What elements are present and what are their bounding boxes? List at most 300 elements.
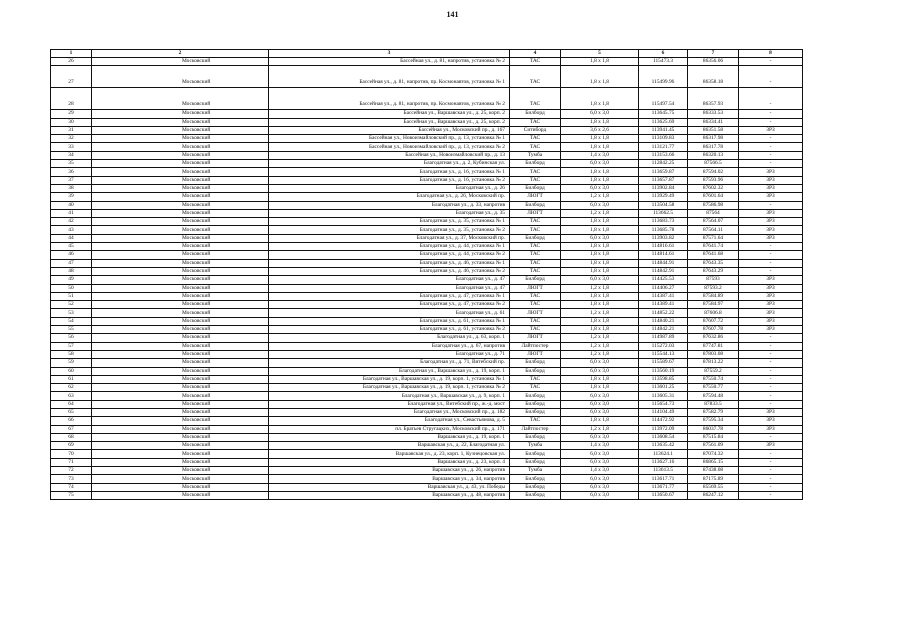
size-cell: 1,8 x 1,8 [561,292,639,300]
structure-type-cell: ТАС [510,218,561,226]
district-cell: Московский [92,350,269,358]
table-row [51,160,803,168]
row-number: 48 [51,267,92,275]
district-cell: Московский [92,218,269,226]
coord-x-cell: 113645.75 [639,110,688,118]
coord-y-cell: 87074.32 [688,450,739,458]
row-number: 55 [51,326,92,334]
district-cell: Московский [92,334,269,342]
zone-note-cell: ЗРЗ [739,309,803,317]
coord-x-cell: 114406.27 [639,284,688,292]
row-number: 67 [51,425,92,433]
size-cell: 1,4 x 3,0 [561,442,639,450]
table-row [51,284,803,292]
size-cell: 1,8 x 1,8 [561,88,639,110]
coord-y-cell: 87571.64 [688,234,739,242]
zone-note-cell: - [739,66,803,88]
table-row [51,234,803,242]
row-number: 49 [51,276,92,284]
size-cell: 1,8 x 1,8 [561,58,639,66]
row-number: 37 [51,176,92,184]
address-cell: Благодатная ул., Варшавская ул., д. 9, корп. 1 [269,392,510,400]
table-row [51,66,803,88]
coord-x-cell: 114425.53 [639,276,688,284]
table-row [51,450,803,458]
structure-type-cell: Билборд [510,276,561,284]
district-cell: Московский [92,491,269,499]
row-number: 51 [51,292,92,300]
district-cell: Московский [92,384,269,392]
structure-type-cell: Билборд [510,483,561,491]
table-row [51,201,803,209]
table-row [51,301,803,309]
district-cell: Московский [92,118,269,126]
address-cell: Благодатная ул., д. 37, Московский пр. [269,234,510,242]
zone-note-cell: - [739,450,803,458]
coord-x-cell: 113601.25 [639,384,688,392]
coord-y-cell: 87641.68 [688,251,739,259]
address-cell: Варшавская ул., д. 48, напротив [269,491,510,499]
table-row [51,176,803,184]
structure-type-cell: Билборд [510,160,561,168]
structure-type-cell: Билборд [510,450,561,458]
coord-x-cell: 115497.54 [639,88,688,110]
address-cell: Благодатная ул., д. 16, установка № 2 [269,176,510,184]
row-number: 34 [51,151,92,159]
size-cell: 1,8 x 1,8 [561,143,639,151]
row-number: 29 [51,110,92,118]
zone-note-cell: - [739,384,803,392]
table-row [51,218,803,226]
coord-x-cell: 115499.96 [639,66,688,88]
structure-type-cell: ЛЮГТ [510,284,561,292]
row-number: 62 [51,384,92,392]
size-cell: 6,0 x 3,0 [561,450,639,458]
structure-type-cell: Билборд [510,234,561,242]
zone-note-cell: - [739,160,803,168]
coord-y-cell: 87602.32 [688,184,739,192]
zone-note-cell: ЗРЗ [739,126,803,134]
size-cell: 1,8 x 1,8 [561,251,639,259]
coord-x-cell: 113617.71 [639,475,688,483]
structure-type-cell: ТАС [510,292,561,300]
coord-x-cell: 112842.25 [639,160,688,168]
zone-note-cell: - [739,392,803,400]
coord-x-cell: 113608.54 [639,433,688,441]
structure-type-cell: ТАС [510,375,561,383]
district-cell: Московский [92,475,269,483]
coord-x-cell: 115544.13 [639,350,688,358]
address-cell: Благодатная ул., д. 35, установка № 2 [269,226,510,234]
zone-note-cell: - [739,433,803,441]
row-number: 47 [51,259,92,267]
row-number: 50 [51,284,92,292]
table-row [51,209,803,217]
coord-x-cell: 114472.92 [639,417,688,425]
row-number: 40 [51,201,92,209]
zone-note-cell: ЗРЗ [739,317,803,325]
size-cell: 1,8 x 1,8 [561,317,639,325]
coord-x-cell: 114852.22 [639,309,688,317]
zone-note-cell: - [739,483,803,491]
row-number: 61 [51,375,92,383]
district-cell: Московский [92,417,269,425]
coord-x-cell: 114389.41 [639,301,688,309]
address-cell: Благодатная ул., д. 47, установка № 1 [269,292,510,300]
coord-y-cell: 87582.79 [688,408,739,416]
district-cell: Московский [92,408,269,416]
coord-y-cell: 86351.58 [688,126,739,134]
district-cell: Московский [92,450,269,458]
address-cell: Бассейная ул., Варшавская ул., д. 25, корп. 2 [269,118,510,126]
coord-y-cell: 87584.97 [688,301,739,309]
coord-x-cell: 113624.1 [639,450,688,458]
coord-x-cell: 113121.77 [639,143,688,151]
coord-x-cell: 113504.58 [639,201,688,209]
coord-y-cell: 87586.98 [688,201,739,209]
coord-y-cell: 85569.55 [688,483,739,491]
zone-note-cell: - [739,143,803,151]
zone-note-cell: ЗРЗ [739,226,803,234]
table-row [51,58,803,66]
zone-note-cell: - [739,267,803,275]
address-cell: Благодатная ул., д. 47 [269,276,510,284]
col-header: 8 [739,50,803,58]
address-cell: Варшавская ул., д. 22, Благодатная ул. [269,442,510,450]
structure-type-cell: ТАС [510,326,561,334]
zone-note-cell: - [739,359,803,367]
size-cell: 1,2 x 1,8 [561,309,639,317]
size-cell: 1,2 x 1,8 [561,425,639,433]
address-cell: Варшавская ул., д. 26, напротив [269,467,510,475]
coord-y-cell: 87632.86 [688,334,739,342]
structure-type-cell: ЛЮГТ [510,350,561,358]
coord-y-cell: 86320.13 [688,151,739,159]
table-row [51,326,803,334]
size-cell: 6,0 x 3,0 [561,367,639,375]
col-header: 1 [51,50,92,58]
coord-y-cell: 87175.89 [688,475,739,483]
row-number: 38 [51,184,92,192]
zone-note-cell: ЗРЗ [739,292,803,300]
district-cell: Московский [92,392,269,400]
district-cell: Московский [92,309,269,317]
table-row [51,317,803,325]
coord-x-cell: 113598.85 [639,375,688,383]
coord-x-cell: 113662.5 [639,209,688,217]
structure-type-cell: Билборд [510,400,561,408]
coord-y-cell: 86037.78 [688,425,739,433]
structure-type-cell: Билборд [510,433,561,441]
coord-y-cell: 87593.96 [688,176,739,184]
size-cell: 6,0 x 3,0 [561,433,639,441]
size-cell: 6,0 x 3,0 [561,458,639,466]
size-cell: 1,8 x 1,8 [561,326,639,334]
structure-type-cell: Лайтпостер [510,425,561,433]
structure-type-cell: Билборд [510,110,561,118]
coord-x-cell: 113659.87 [639,168,688,176]
address-cell: Благодатная ул., д. 16, установка № 1 [269,168,510,176]
size-cell: 6,0 x 3,0 [561,491,639,499]
zone-note-cell: ЗРЗ [739,408,803,416]
address-cell: Благодатная ул., д. 26 [269,184,510,192]
size-cell: 1,8 x 1,8 [561,118,639,126]
address-cell: Бассейная ул., Новоизмайловский пр., д. 13, установка № 2 [269,143,510,151]
size-cell: 1,4 x 3,0 [561,467,639,475]
row-number: 64 [51,400,92,408]
zone-note-cell: ЗРЗ [739,209,803,217]
address-cell: Благодатная ул., Варшавская ул., д. 19, корп. 1, установка № 2 [269,384,510,392]
size-cell: 1,8 x 1,8 [561,226,639,234]
row-number: 43 [51,226,92,234]
district-cell: Московский [92,317,269,325]
address-cell: Бассейная ул., д. 81, напротив, пр. Космонавтов, установка № 1 [269,66,510,88]
coord-y-cell: 87564 [688,209,739,217]
row-number: 53 [51,309,92,317]
structure-type-cell: ТАС [510,226,561,234]
address-cell: Благодатная ул., д. 47 [269,284,510,292]
district-cell: Московский [92,458,269,466]
coord-y-cell: 87803.08 [688,350,739,358]
zone-note-cell: ЗРЗ [739,284,803,292]
coord-y-cell: 87564.11 [688,226,739,234]
size-cell: 6,0 x 3,0 [561,234,639,242]
table-row [51,491,803,499]
size-cell: 1,8 x 1,8 [561,243,639,251]
coord-y-cell: 87606.8 [688,309,739,317]
district-cell: Московский [92,193,269,201]
structure-type-cell: ТАС [510,259,561,267]
district-cell: Московский [92,483,269,491]
structure-type-cell: ЛЮГТ [510,309,561,317]
district-cell: Московский [92,284,269,292]
district-cell: Московский [92,292,269,300]
structure-type-cell: ТАС [510,384,561,392]
coord-x-cell: 114816.61 [639,243,688,251]
table-row [51,243,803,251]
address-cell: Благодатная ул., д. 67, напротив [269,342,510,350]
zone-note-cell: - [739,243,803,251]
table-row [51,425,803,433]
zone-note-cell: - [739,491,803,499]
row-number: 28 [51,88,92,110]
structure-type-cell: Билборд [510,392,561,400]
size-cell: 1,2 x 1,8 [561,193,639,201]
coord-x-cell: 113941.45 [639,126,688,134]
row-number: 35 [51,160,92,168]
coord-x-cell: 113560.19 [639,367,688,375]
row-number: 33 [51,143,92,151]
address-cell: Благодатная ул., Московский пр., д. 182 [269,408,510,416]
coord-y-cell: 87641.74 [688,243,739,251]
district-cell: Московский [92,151,269,159]
row-number: 75 [51,491,92,499]
table-row [51,392,803,400]
col-header: 4 [510,50,561,58]
row-number: 66 [51,417,92,425]
coord-x-cell: 113902.84 [639,184,688,192]
size-cell: 1,8 x 1,8 [561,66,639,88]
size-cell: 1,8 x 1,8 [561,176,639,184]
coord-y-cell: 87559.2 [688,367,739,375]
size-cell: 1,8 x 1,8 [561,267,639,275]
size-cell: 1,8 x 1,8 [561,375,639,383]
address-cell: Благодатная ул., д. 44, установка № 2 [269,251,510,259]
size-cell: 6,0 x 3,0 [561,184,639,192]
district-cell: Московский [92,267,269,275]
structure-type-cell: ЛЮГТ [510,193,561,201]
district-cell: Московский [92,425,269,433]
coord-y-cell: 86358.18 [688,66,739,88]
zone-note-cell: - [739,334,803,342]
address-cell: Благодатная ул., д. 61, установка № 2 [269,326,510,334]
district-cell: Московский [92,184,269,192]
zone-note-cell: ЗРЗ [739,176,803,184]
table-row [51,384,803,392]
structure-type-cell: Билборд [510,458,561,466]
coord-y-cell: 87607.78 [688,326,739,334]
address-cell: Благодатная ул., д. 2, Кубинская ул. [269,160,510,168]
structure-type-cell: ТАС [510,301,561,309]
row-number: 73 [51,475,92,483]
coord-y-cell: 86356.06 [688,58,739,66]
district-cell: Московский [92,160,269,168]
address-cell: Благодатная ул., д. 61 [269,309,510,317]
address-cell: Бассейная ул., Московский пр., д. 167 [269,126,510,134]
table-row [51,359,803,367]
address-cell: Благодатная ул., д. 33, напротив [269,201,510,209]
advertising-structures-table [50,49,803,500]
size-cell: 1,2 x 1,8 [561,209,639,217]
district-cell: Московский [92,168,269,176]
coord-y-cell: 86357.93 [688,88,739,110]
size-cell: 6,0 x 3,0 [561,408,639,416]
table-row [51,442,803,450]
zone-note-cell: - [739,400,803,408]
structure-type-cell: Билборд [510,408,561,416]
structure-type-cell: ТАС [510,417,561,425]
district-cell: Московский [92,234,269,242]
address-cell: Бассейная ул., Варшавская ул., д. 25, корп. 2 [269,110,510,118]
zone-note-cell: ЗРЗ [739,168,803,176]
structure-type-cell: Билборд [510,184,561,192]
coord-y-cell: 87643.35 [688,259,739,267]
coord-x-cell: 114844.91 [639,259,688,267]
coord-x-cell: 114842.21 [639,326,688,334]
district-cell: Московский [92,88,269,110]
table-row [51,168,803,176]
structure-type-cell: Ситиборд [510,126,561,134]
row-number: 31 [51,126,92,134]
coord-x-cell: 113683.73 [639,218,688,226]
coord-x-cell: 114840.21 [639,317,688,325]
row-number: 70 [51,450,92,458]
address-cell: Благодатная ул., Витебский пр., ж.-д. мост [269,400,510,408]
zone-note-cell: - [739,151,803,159]
structure-type-cell: ТАС [510,88,561,110]
coord-y-cell: 87515.84 [688,433,739,441]
coord-x-cell: 114104.49 [639,408,688,416]
coord-y-cell: 87584.89 [688,292,739,300]
row-number: 39 [51,193,92,201]
structure-type-cell: Билборд [510,201,561,209]
structure-type-cell: Тумба [510,467,561,475]
coord-y-cell: 87561.09 [688,442,739,450]
table-row [51,184,803,192]
zone-note-cell: - [739,458,803,466]
table-row [51,276,803,284]
table-row [51,375,803,383]
zone-note-cell: - [739,88,803,110]
zone-note-cell: ЗРЗ [739,234,803,242]
coord-x-cell: 114842.91 [639,267,688,275]
col-header: 6 [639,50,688,58]
col-header: 7 [688,50,739,58]
district-cell: Московский [92,259,269,267]
address-cell: Бассейная ул., д. 81, напротив, установка № 2 [269,58,510,66]
zone-note-cell: - [739,375,803,383]
size-cell: 1,8 x 1,8 [561,417,639,425]
district-cell: Московский [92,442,269,450]
district-cell: Московский [92,143,269,151]
coord-y-cell: 87747.81 [688,342,739,350]
coord-y-cell: 87594.48 [688,392,739,400]
coord-y-cell: 87550.77 [688,384,739,392]
zone-note-cell: - [739,259,803,267]
zone-note-cell: - [739,201,803,209]
coord-y-cell: 86247.12 [688,491,739,499]
size-cell: 6,0 x 3,0 [561,483,639,491]
coord-x-cell: 113929.49 [639,193,688,201]
zone-note-cell: - [739,467,803,475]
size-cell: 6,0 x 3,0 [561,160,639,168]
row-number: 60 [51,367,92,375]
row-number: 68 [51,433,92,441]
table-row [51,475,803,483]
zone-note-cell: - [739,367,803,375]
structure-type-cell: ТАС [510,143,561,151]
district-cell: Московский [92,251,269,259]
size-cell: 1,2 x 1,8 [561,284,639,292]
coord-y-cell: 87595.34 [688,417,739,425]
table-row [51,292,803,300]
structure-type-cell: ТАС [510,267,561,275]
row-number: 72 [51,467,92,475]
address-cell: Бассейная ул., Новоизмайловский пр., д. 13 [269,151,510,159]
table-row [51,135,803,143]
address-cell: Бассейная ул., Новоизмайловский пр., д. 13, установка № 1 [269,135,510,143]
size-cell: 3,6 x 2,6 [561,126,639,134]
address-cell: Благодатная ул., Севастьянова, д. 5 [269,417,510,425]
row-number: 27 [51,66,92,88]
row-number: 57 [51,342,92,350]
structure-type-cell: ТАС [510,66,561,88]
coord-x-cell: 113903.82 [639,234,688,242]
coord-y-cell: 86317.78 [688,143,739,151]
coord-x-cell: 115473.3 [639,58,688,66]
zone-note-cell: ЗРЗ [739,218,803,226]
address-cell: Благодатная ул., д. 26, Московский пр. [269,193,510,201]
table-header-row [51,50,803,58]
table-row [51,408,803,416]
row-number: 42 [51,218,92,226]
coord-y-cell: 86334.41 [688,118,739,126]
district-cell: Московский [92,359,269,367]
coord-y-cell: 86865.15 [688,458,739,466]
row-number: 54 [51,317,92,325]
zone-note-cell: ЗРЗ [739,417,803,425]
coord-y-cell: 86333.53 [688,110,739,118]
